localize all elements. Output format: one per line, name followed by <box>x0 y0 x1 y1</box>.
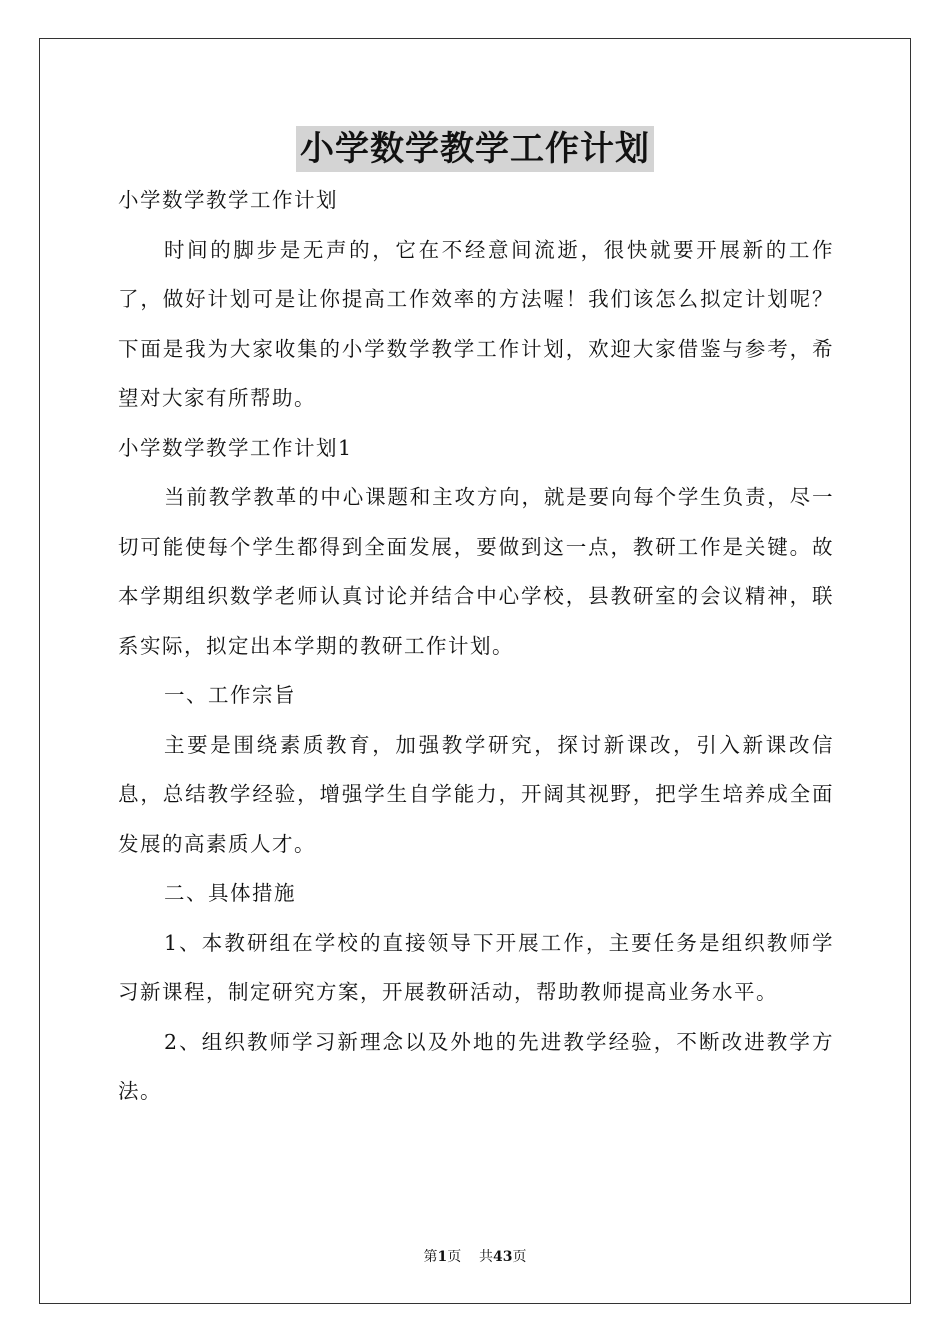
page-current: 1 <box>437 1249 448 1265</box>
paragraph: 2、组织教师学习新理念以及外地的先进教学经验，不断改进教学方法。 <box>118 1029 834 1103</box>
total-prefix: 共 <box>479 1249 494 1265</box>
total-suffix: 页 <box>512 1249 527 1265</box>
paragraph: 主要是围绕素质教育，加强教学研究，探讨新课改，引入新课改信息，总结教学经验，增强学生自学能力，开阔其视野，把学生培养成全面发展的高素质人才。 <box>118 732 834 856</box>
paragraph: 1、本教研组在学校的直接领导下开展工作，主要任务是组织教师学习新课程，制定研究方案，开展教研活动，帮助教师提高业务水平。 <box>118 930 834 1004</box>
section-heading: 二、具体措施 <box>164 881 296 905</box>
paragraph: 当前教学教革的中心课题和主攻方向，就是要向每个学生负责，尽一切可能使每个学生都得到全面发展，要做到这一点，教研工作是关键。故本学期组织数学老师认真讨论并结合中心学校，县教研室的会议精神，联系实际，拟定出本学期的教研工作计划。 <box>118 485 834 658</box>
paragraph: 时间的脚步是无声的，它在不经意间流逝，很快就要开展新的工作了，做好计划可是让你提高工作效率的方法喔！我们该怎么拟定计划呢？下面是我为大家收集的小学数学教学工作计划，欢迎大家借鉴与参考，希望对大家有所帮助。 <box>118 237 834 410</box>
page-prefix: 第 <box>423 1249 438 1265</box>
page-total: 43 <box>493 1249 513 1265</box>
section-heading: 小学数学教学工作计划1 <box>118 435 353 460</box>
subtitle: 小学数学教学工作计划 <box>118 188 338 212</box>
document-body <box>118 176 834 1117</box>
title-container <box>0 126 950 172</box>
section-heading: 一、工作宗旨 <box>164 683 296 707</box>
page-footer <box>0 1246 950 1266</box>
document-title: 小学数学教学工作计划 <box>296 126 654 172</box>
page-suffix: 页 <box>447 1249 462 1265</box>
